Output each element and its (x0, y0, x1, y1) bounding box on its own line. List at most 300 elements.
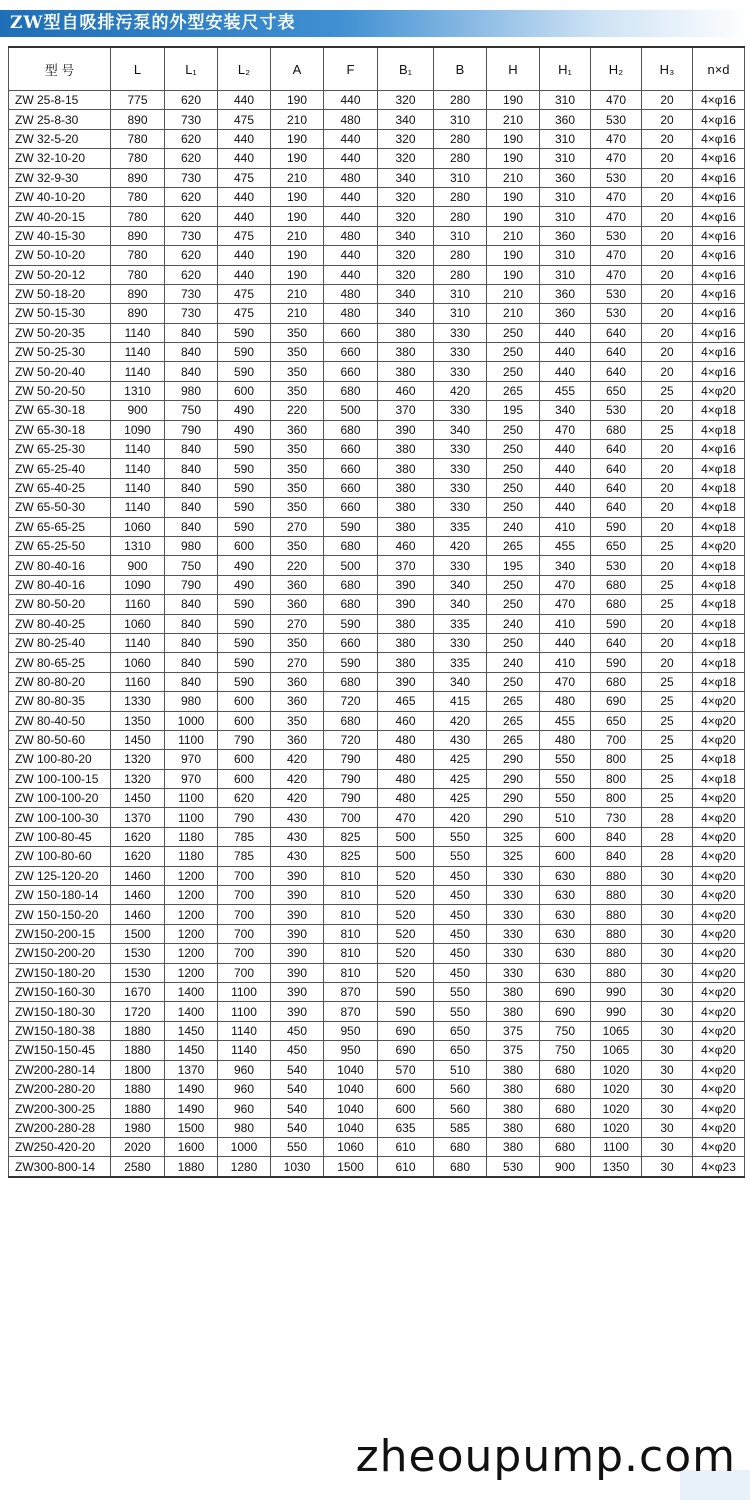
value-cell: 810 (324, 963, 378, 982)
value-cell: 330 (434, 440, 487, 459)
value-cell: 640 (591, 633, 642, 652)
table-row (9, 1118, 745, 1137)
value-cell: 190 (271, 246, 324, 265)
value-cell: 210 (271, 304, 324, 323)
value-cell: 350 (271, 633, 324, 652)
value-cell: 880 (591, 905, 642, 924)
value-cell: 310 (540, 207, 591, 226)
model-cell: ZW 100-80-20 (9, 750, 111, 769)
column-header: L₁ (165, 47, 218, 91)
value-cell: 590 (591, 653, 642, 672)
value-cell: 590 (218, 595, 271, 614)
value-cell: 350 (271, 498, 324, 517)
value-cell: 30 (642, 1060, 693, 1079)
table-row (9, 808, 745, 827)
value-cell: 310 (434, 168, 487, 187)
site-watermark: zheoupump.com (355, 1431, 736, 1482)
value-cell: 20 (642, 149, 693, 168)
value-cell: 190 (487, 265, 540, 284)
table-row (9, 633, 745, 652)
value-cell: 20 (642, 401, 693, 420)
value-cell: 800 (591, 750, 642, 769)
value-cell: 1880 (165, 1157, 218, 1177)
value-cell: 640 (591, 459, 642, 478)
value-cell: 530 (591, 226, 642, 245)
value-cell: 570 (378, 1060, 434, 1079)
value-cell: 900 (111, 556, 165, 575)
value-cell: 2020 (111, 1138, 165, 1157)
value-cell: 4×φ20 (693, 886, 745, 905)
value-cell: 20 (642, 207, 693, 226)
value-cell: 470 (591, 149, 642, 168)
value-cell: 720 (324, 730, 378, 749)
model-cell: ZW 65-65-25 (9, 517, 111, 536)
value-cell: 440 (324, 149, 378, 168)
table-row (9, 614, 745, 633)
table-row (9, 847, 745, 866)
value-cell: 440 (324, 91, 378, 110)
value-cell: 630 (540, 924, 591, 943)
table-row (9, 459, 745, 478)
value-cell: 880 (591, 944, 642, 963)
model-cell: ZW 100-100-15 (9, 769, 111, 788)
value-cell: 560 (434, 1099, 487, 1118)
value-cell: 340 (434, 672, 487, 691)
value-cell: 1450 (165, 1041, 218, 1060)
value-cell: 750 (540, 1041, 591, 1060)
value-cell: 190 (271, 91, 324, 110)
value-cell: 450 (434, 866, 487, 885)
value-cell: 540 (271, 1060, 324, 1079)
value-cell: 4×φ20 (693, 827, 745, 846)
table-row (9, 672, 745, 691)
value-cell: 330 (434, 556, 487, 575)
value-cell: 4×φ16 (693, 323, 745, 342)
value-cell: 700 (218, 886, 271, 905)
value-cell: 480 (324, 304, 378, 323)
value-cell: 700 (324, 808, 378, 827)
value-cell: 1200 (165, 866, 218, 885)
value-cell: 475 (218, 168, 271, 187)
value-cell: 4×φ18 (693, 420, 745, 439)
value-cell: 470 (540, 575, 591, 594)
value-cell: 4×φ20 (693, 381, 745, 400)
value-cell: 270 (271, 653, 324, 672)
value-cell: 280 (434, 207, 487, 226)
value-cell: 490 (218, 575, 271, 594)
value-cell: 4×φ20 (693, 905, 745, 924)
value-cell: 420 (271, 789, 324, 808)
value-cell: 1020 (591, 1079, 642, 1098)
value-cell: 1140 (111, 498, 165, 517)
value-cell: 1400 (165, 982, 218, 1001)
value-cell: 1140 (111, 343, 165, 362)
value-cell: 220 (271, 401, 324, 420)
value-cell: 900 (111, 401, 165, 420)
value-cell: 680 (591, 575, 642, 594)
value-cell: 1310 (111, 536, 165, 555)
model-cell: ZW150-200-15 (9, 924, 111, 943)
value-cell: 660 (324, 498, 378, 517)
value-cell: 210 (271, 284, 324, 303)
value-cell: 1600 (165, 1138, 218, 1157)
model-cell: ZW200-280-28 (9, 1118, 111, 1137)
value-cell: 380 (487, 1099, 540, 1118)
model-cell: ZW 50-20-50 (9, 381, 111, 400)
value-cell: 280 (434, 265, 487, 284)
value-cell: 190 (271, 265, 324, 284)
value-cell: 450 (271, 1021, 324, 1040)
value-cell: 360 (271, 575, 324, 594)
value-cell: 650 (434, 1041, 487, 1060)
value-cell: 585 (434, 1118, 487, 1137)
value-cell: 1040 (324, 1118, 378, 1137)
value-cell: 195 (487, 556, 540, 575)
value-cell: 440 (324, 207, 378, 226)
value-cell: 20 (642, 91, 693, 110)
value-cell: 840 (165, 672, 218, 691)
value-cell: 810 (324, 886, 378, 905)
value-cell: 1090 (111, 575, 165, 594)
value-cell: 775 (111, 91, 165, 110)
value-cell: 690 (378, 1021, 434, 1040)
value-cell: 310 (434, 284, 487, 303)
value-cell: 1065 (591, 1021, 642, 1040)
value-cell: 1140 (111, 440, 165, 459)
value-cell: 450 (434, 905, 487, 924)
value-cell: 460 (378, 381, 434, 400)
value-cell: 520 (378, 886, 434, 905)
value-cell: 440 (540, 478, 591, 497)
value-cell: 210 (487, 110, 540, 129)
value-cell: 20 (642, 517, 693, 536)
value-cell: 360 (540, 304, 591, 323)
value-cell: 590 (218, 517, 271, 536)
value-cell: 620 (165, 207, 218, 226)
value-cell: 1400 (165, 1002, 218, 1021)
value-cell: 500 (378, 847, 434, 866)
value-cell: 4×φ20 (693, 1002, 745, 1021)
value-cell: 420 (271, 769, 324, 788)
table-row (9, 905, 745, 924)
value-cell: 700 (591, 730, 642, 749)
value-cell: 320 (378, 91, 434, 110)
value-cell: 320 (378, 129, 434, 148)
value-cell: 310 (540, 149, 591, 168)
value-cell: 450 (434, 924, 487, 943)
value-cell: 480 (324, 168, 378, 187)
table-header-row (9, 47, 745, 91)
value-cell: 620 (165, 187, 218, 206)
value-cell: 680 (540, 1099, 591, 1118)
value-cell: 30 (642, 1041, 693, 1060)
value-cell: 550 (434, 827, 487, 846)
model-cell: ZW 80-25-40 (9, 633, 111, 652)
value-cell: 475 (218, 226, 271, 245)
value-cell: 340 (378, 226, 434, 245)
table-row (9, 1021, 745, 1040)
value-cell: 420 (434, 381, 487, 400)
value-cell: 1060 (111, 653, 165, 672)
value-cell: 620 (165, 129, 218, 148)
value-cell: 4×φ18 (693, 750, 745, 769)
value-cell: 680 (591, 420, 642, 439)
value-cell: 28 (642, 827, 693, 846)
value-cell: 440 (218, 129, 271, 148)
value-cell: 1065 (591, 1041, 642, 1060)
value-cell: 340 (378, 304, 434, 323)
value-cell: 410 (540, 614, 591, 633)
value-cell: 840 (165, 343, 218, 362)
model-cell: ZW 65-30-18 (9, 401, 111, 420)
value-cell: 520 (378, 905, 434, 924)
table-row (9, 168, 745, 187)
value-cell: 1100 (165, 730, 218, 749)
value-cell: 330 (434, 633, 487, 652)
value-cell: 840 (165, 478, 218, 497)
value-cell: 600 (218, 536, 271, 555)
table-row (9, 1138, 745, 1157)
value-cell: 25 (642, 420, 693, 439)
value-cell: 380 (487, 1079, 540, 1098)
value-cell: 840 (165, 633, 218, 652)
value-cell: 4×φ20 (693, 847, 745, 866)
value-cell: 590 (218, 343, 271, 362)
value-cell: 1060 (324, 1138, 378, 1157)
value-cell: 1100 (165, 808, 218, 827)
value-cell: 480 (378, 789, 434, 808)
value-cell: 270 (271, 517, 324, 536)
value-cell: 530 (591, 401, 642, 420)
value-cell: 840 (165, 362, 218, 381)
value-cell: 650 (591, 711, 642, 730)
table-row (9, 362, 745, 381)
value-cell: 4×φ23 (693, 1157, 745, 1177)
value-cell: 20 (642, 284, 693, 303)
value-cell: 620 (218, 789, 271, 808)
value-cell: 440 (540, 459, 591, 478)
value-cell: 790 (324, 750, 378, 769)
value-cell: 440 (324, 265, 378, 284)
value-cell: 420 (434, 536, 487, 555)
value-cell: 4×φ16 (693, 110, 745, 129)
value-cell: 360 (271, 672, 324, 691)
model-cell: ZW 50-15-30 (9, 304, 111, 323)
value-cell: 790 (324, 789, 378, 808)
value-cell: 840 (165, 498, 218, 517)
value-cell: 250 (487, 498, 540, 517)
value-cell: 1200 (165, 944, 218, 963)
value-cell: 20 (642, 265, 693, 284)
value-cell: 460 (378, 536, 434, 555)
value-cell: 190 (271, 149, 324, 168)
value-cell: 590 (218, 498, 271, 517)
value-cell: 310 (540, 91, 591, 110)
value-cell: 390 (378, 420, 434, 439)
value-cell: 390 (378, 672, 434, 691)
value-cell: 590 (218, 362, 271, 381)
value-cell: 380 (487, 982, 540, 1001)
value-cell: 950 (324, 1021, 378, 1040)
value-cell: 370 (378, 401, 434, 420)
value-cell: 30 (642, 1157, 693, 1177)
value-cell: 1450 (111, 789, 165, 808)
value-cell: 840 (591, 827, 642, 846)
value-cell: 25 (642, 711, 693, 730)
value-cell: 380 (378, 459, 434, 478)
value-cell: 635 (378, 1118, 434, 1137)
value-cell: 1140 (111, 633, 165, 652)
model-cell: ZW 80-40-16 (9, 575, 111, 594)
value-cell: 350 (271, 478, 324, 497)
model-cell: ZW250-420-20 (9, 1138, 111, 1157)
value-cell: 390 (378, 575, 434, 594)
value-cell: 25 (642, 692, 693, 711)
model-cell: ZW 32-5-20 (9, 129, 111, 148)
value-cell: 4×φ20 (693, 1118, 745, 1137)
table-row (9, 556, 745, 575)
value-cell: 780 (111, 246, 165, 265)
value-cell: 1350 (591, 1157, 642, 1177)
model-cell: ZW 125-120-20 (9, 866, 111, 885)
value-cell: 990 (591, 1002, 642, 1021)
model-cell: ZW 65-25-40 (9, 459, 111, 478)
model-cell: ZW 40-20-15 (9, 207, 111, 226)
value-cell: 520 (378, 924, 434, 943)
value-cell: 265 (487, 692, 540, 711)
model-cell: ZW 65-40-25 (9, 478, 111, 497)
value-cell: 1040 (324, 1079, 378, 1098)
value-cell: 190 (487, 149, 540, 168)
value-cell: 1530 (111, 963, 165, 982)
value-cell: 350 (271, 362, 324, 381)
value-cell: 4×φ16 (693, 168, 745, 187)
value-cell: 1140 (111, 478, 165, 497)
value-cell: 1020 (591, 1118, 642, 1137)
value-cell: 640 (591, 343, 642, 362)
value-cell: 590 (378, 1002, 434, 1021)
value-cell: 420 (271, 750, 324, 769)
table-row (9, 401, 745, 420)
value-cell: 750 (165, 401, 218, 420)
value-cell: 25 (642, 769, 693, 788)
value-cell: 620 (165, 149, 218, 168)
value-cell: 360 (540, 110, 591, 129)
value-cell: 4×φ20 (693, 789, 745, 808)
value-cell: 550 (434, 847, 487, 866)
value-cell: 20 (642, 459, 693, 478)
value-cell: 790 (218, 730, 271, 749)
value-cell: 280 (434, 129, 487, 148)
value-cell: 460 (378, 711, 434, 730)
value-cell: 480 (378, 750, 434, 769)
table-row (9, 478, 745, 497)
value-cell: 890 (111, 284, 165, 303)
column-header: B (434, 47, 487, 91)
value-cell: 500 (378, 827, 434, 846)
value-cell: 210 (487, 304, 540, 323)
value-cell: 4×φ20 (693, 1138, 745, 1157)
value-cell: 475 (218, 304, 271, 323)
value-cell: 335 (434, 653, 487, 672)
model-cell: ZW150-200-20 (9, 944, 111, 963)
value-cell: 620 (165, 246, 218, 265)
value-cell: 470 (591, 91, 642, 110)
value-cell: 240 (487, 517, 540, 536)
value-cell: 210 (487, 168, 540, 187)
value-cell: 360 (271, 595, 324, 614)
value-cell: 630 (540, 905, 591, 924)
value-cell: 1140 (111, 323, 165, 342)
value-cell: 20 (642, 129, 693, 148)
value-cell: 330 (487, 905, 540, 924)
value-cell: 280 (434, 246, 487, 265)
value-cell: 350 (271, 459, 324, 478)
value-cell: 660 (324, 343, 378, 362)
value-cell: 390 (271, 944, 324, 963)
value-cell: 450 (434, 886, 487, 905)
model-cell: ZW 100-100-20 (9, 789, 111, 808)
value-cell: 1350 (111, 711, 165, 730)
table-row (9, 284, 745, 303)
model-cell: ZW 32-10-20 (9, 149, 111, 168)
value-cell: 450 (271, 1041, 324, 1060)
value-cell: 190 (487, 246, 540, 265)
value-cell: 20 (642, 653, 693, 672)
value-cell: 690 (540, 1002, 591, 1021)
value-cell: 470 (540, 420, 591, 439)
value-cell: 620 (165, 265, 218, 284)
value-cell: 600 (218, 750, 271, 769)
model-cell: ZW 80-80-35 (9, 692, 111, 711)
value-cell: 590 (218, 323, 271, 342)
value-cell: 440 (540, 633, 591, 652)
value-cell: 330 (487, 924, 540, 943)
value-cell: 390 (378, 595, 434, 614)
value-cell: 890 (111, 226, 165, 245)
value-cell: 390 (271, 866, 324, 885)
value-cell: 590 (324, 517, 378, 536)
value-cell: 1040 (324, 1099, 378, 1118)
column-header: L₂ (218, 47, 271, 91)
value-cell: 390 (271, 924, 324, 943)
value-cell: 540 (271, 1099, 324, 1118)
value-cell: 30 (642, 1079, 693, 1098)
value-cell: 4×φ20 (693, 982, 745, 1001)
value-cell: 340 (378, 284, 434, 303)
value-cell: 480 (378, 769, 434, 788)
value-cell: 25 (642, 730, 693, 749)
value-cell: 1460 (111, 886, 165, 905)
value-cell: 1460 (111, 905, 165, 924)
value-cell: 310 (540, 187, 591, 206)
table-row (9, 769, 745, 788)
value-cell: 600 (218, 381, 271, 400)
value-cell: 630 (540, 866, 591, 885)
value-cell: 2580 (111, 1157, 165, 1177)
value-cell: 780 (111, 207, 165, 226)
value-cell: 730 (165, 304, 218, 323)
value-cell: 190 (487, 207, 540, 226)
value-cell: 1500 (324, 1157, 378, 1177)
value-cell: 1030 (271, 1157, 324, 1177)
value-cell: 680 (540, 1060, 591, 1079)
value-cell: 330 (487, 866, 540, 885)
value-cell: 210 (271, 110, 324, 129)
value-cell: 1370 (165, 1060, 218, 1079)
value-cell: 440 (218, 265, 271, 284)
value-cell: 520 (378, 866, 434, 885)
